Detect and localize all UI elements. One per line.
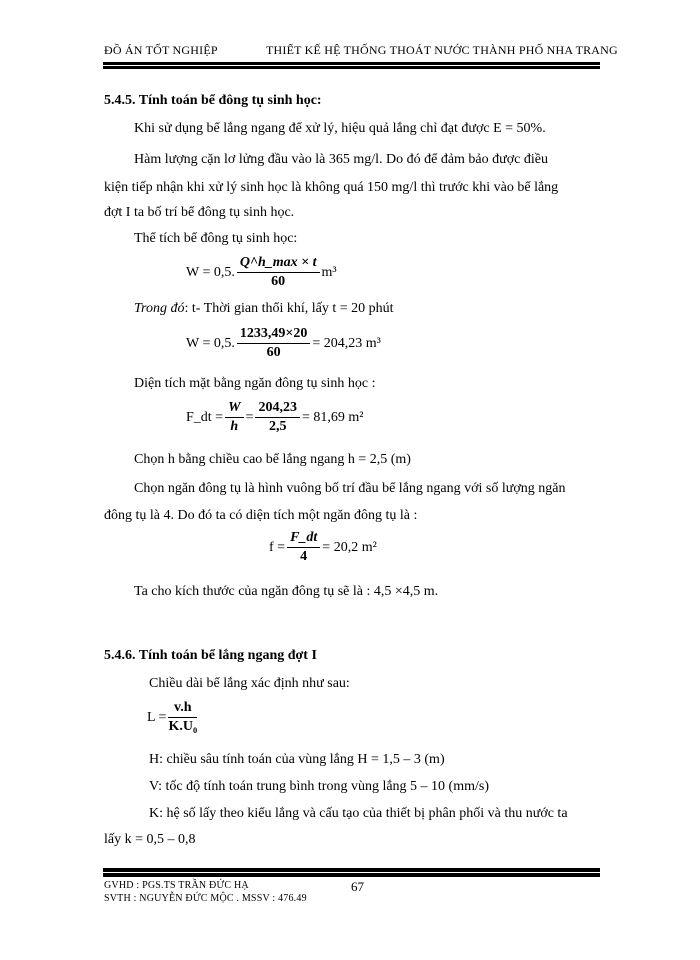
eq4-numerator: F_dt [287,530,320,548]
area-label: Diện tích mặt bằng ngăn đông tụ sinh học : [134,376,376,391]
volume-label: Thể tích bể đông tụ sinh học: [134,231,298,246]
h-definition: H: chiều sâu tính toán của vùng lắng H = 1,5 – 3 (m) [149,752,445,767]
k-definition-line-1: K: hệ số lấy theo kiểu lắng và cấu tạo của thiết bị phân phối và thu nước ta [149,806,568,821]
eq3-denominator-2: 2,5 [268,419,287,434]
eq4-denominator: 4 [300,549,308,564]
paragraph-2-line-3: đợt I ta bố trí bể đông tụ sinh học. [104,205,295,220]
equation-volume-value [186,326,381,361]
eq4-lhs: f = [269,539,286,555]
eq3-numerator-2: 204,23 [255,400,300,418]
eq5-numerator: v.h [168,700,197,718]
eq4-rhs: = 20,2 m² [322,539,377,555]
eq3-denominator-1: h [230,419,239,434]
footer-rule [103,868,600,872]
header-rule [103,62,600,65]
eq3-fraction-1 [225,400,243,435]
compartment-size: Ta cho kích thước của ngăn đông tụ sẽ là : 4,5 ×4,5 m. [134,584,439,599]
where-text: : t- Thời gian thổi khí, lấy t = 20 phút [184,301,394,316]
eq1-lhs: W = 0,5. [186,264,235,280]
eq1-denominator: 60 [271,274,286,289]
eq1-unit: m³ [321,264,337,280]
eq3-fraction-2 [255,400,300,435]
paragraph-3-line-1: Chọn ngăn đông tụ là hình vuông bố trí đầu bể lắng ngang với số lượng ngăn [134,481,566,496]
eq4-fraction [287,530,320,565]
header-left: ĐỒ ÁN TỐT NGHIỆP [104,43,218,57]
equation-volume-formula [186,255,337,290]
eq5-fraction [168,700,197,735]
eq2-rhs: = 204,23 m³ [312,335,381,351]
length-intro: Chiều dài bể lắng xác định như sau: [149,676,350,691]
k-definition-line-2: lấy k = 0,5 – 0,8 [104,832,196,847]
eq1-numerator: Q^h_max × t [237,255,320,273]
eq3-equals: = [245,409,254,425]
v-definition: V: tốc độ tính toán trung bình trong vùng lắng 5 – 10 (mm/s) [149,779,489,794]
eq3-rhs: = 81,69 m² [301,409,364,425]
paragraph-1: Khi sử dụng bể lắng ngang để xử lý, hiệu quả lắng chỉ đạt được E = 50%. [134,121,546,136]
eq2-denominator: 60 [266,345,281,360]
equation-compartment-area [269,530,377,565]
eq3-numerator-1: W [225,400,243,418]
page-number: 67 [351,879,364,894]
eq2-fraction [237,326,310,361]
paragraph-2-line-1: Hàm lượng cặn lơ lửng đầu vào là 365 mg/l. Do đó để đảm bảo được điều [134,152,548,167]
paragraph-3-line-2: đông tụ là 4. Do đó ta có diện tích một ngăn đông tụ là : [104,508,418,523]
where-label: Trong đó [134,301,185,316]
paragraph-2-line-2: kiện tiếp nhận khi xử lý sinh học là không quá 150 mg/l thì trước khi vào bể lắng [104,180,559,195]
eq2-numerator: 1233,49×20 [237,326,310,344]
eq5-denominator: K.U₀ [168,719,198,734]
section-546-title: 5.4.6. Tính toán bể lắng ngang đợt I [104,648,317,663]
header-right: THIẾT KẾ HỆ THỐNG THOÁT NƯỚC THÀNH PHỐ NHA TRANG [266,43,618,57]
eq1-fraction [237,255,320,290]
where-line [134,301,394,317]
eq2-lhs: W = 0,5. [186,335,235,351]
equation-length [147,700,199,735]
footer-student: SVTH : NGUYỄN ĐỨC MỘC . MSSV : 476.49 [104,893,307,904]
height-choice: Chọn h bằng chiều cao bể lắng ngang h = 2,5 (m) [134,452,411,467]
eq5-lhs: L = [147,709,167,725]
footer-supervisor: GVHD : PGS.TS TRẦN ĐỨC HẠ [104,880,249,891]
eq3-lhs: F_dt = [186,409,224,425]
equation-area [186,400,363,435]
section-545-title: 5.4.5. Tính toán bể đông tụ sinh học: [104,93,322,108]
